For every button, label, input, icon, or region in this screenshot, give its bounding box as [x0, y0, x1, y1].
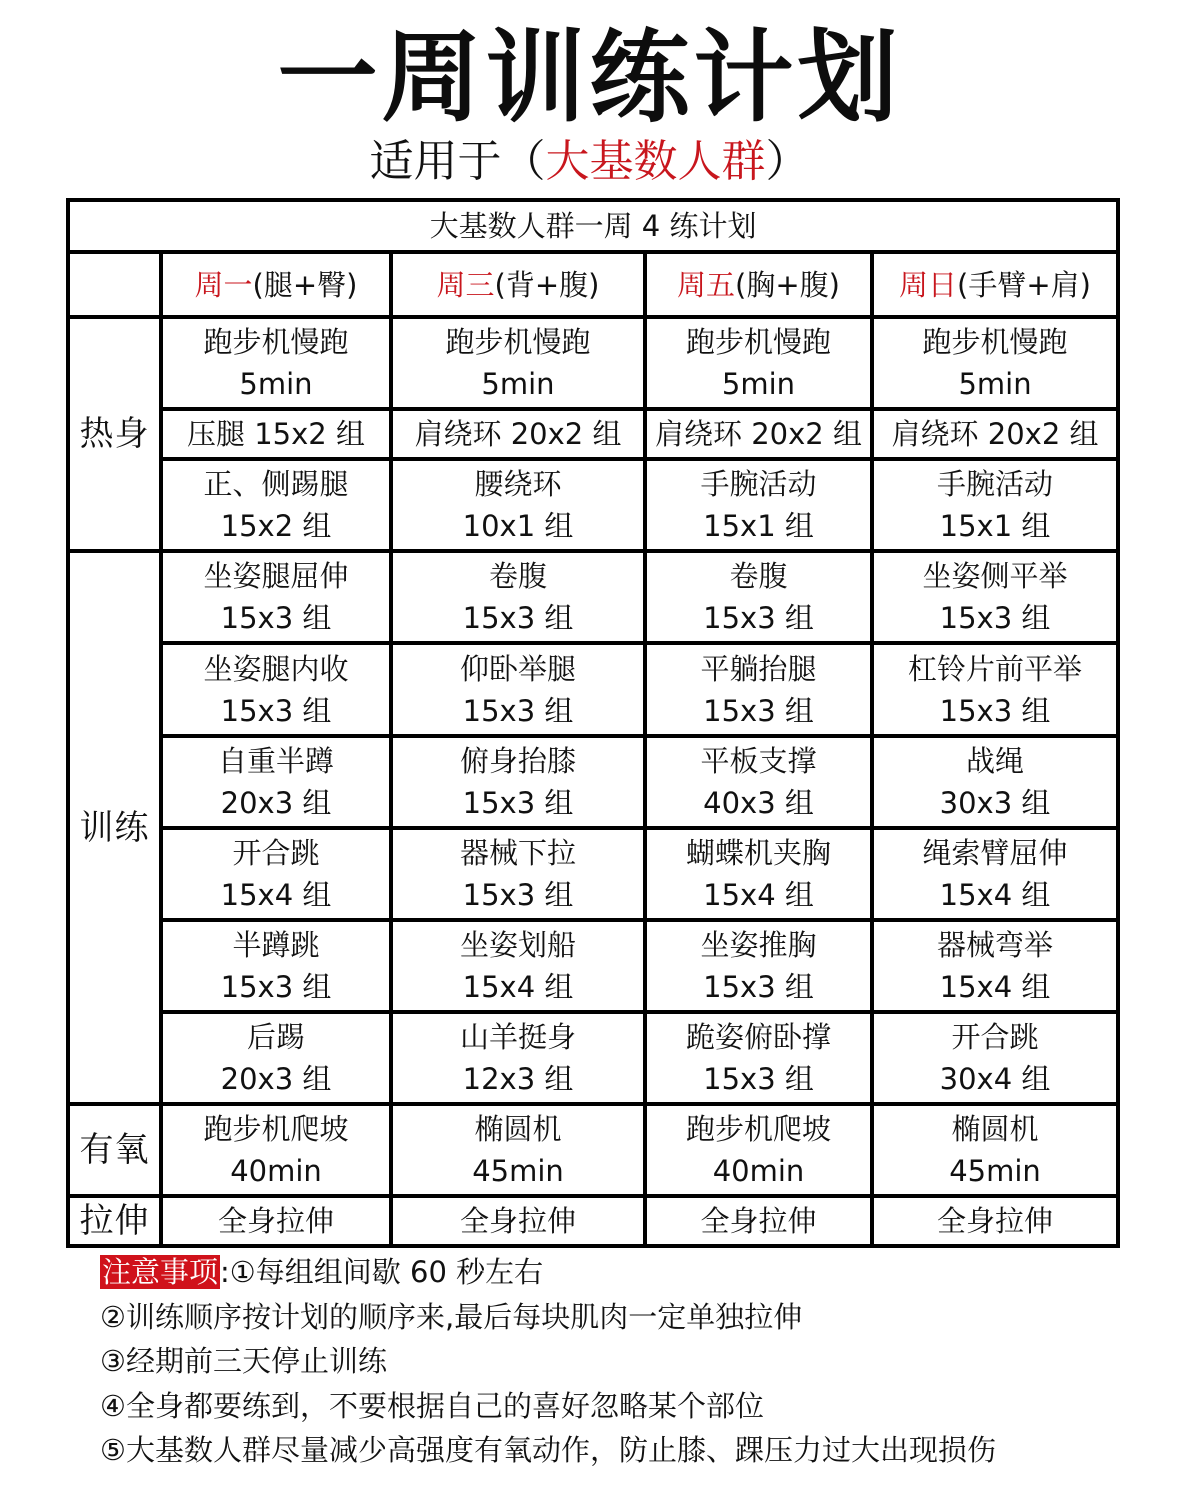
exercise-cell [391, 551, 645, 643]
exercise-cell [645, 409, 872, 459]
subtitle-prefix: 适用于（ [369, 136, 546, 187]
exercise-cell [645, 459, 872, 551]
exercise-name: 山羊挺身 [459, 1019, 576, 1054]
exercise-name: 平板支撑 [700, 743, 817, 778]
note-line [100, 1250, 1160, 1295]
exercise-volume: 15x3 组 [220, 601, 332, 636]
exercise-name: 卷腹 [488, 559, 547, 594]
training-row [68, 736, 1118, 828]
day-header-sun [872, 252, 1118, 317]
exercise-name: 全身拉伸 [459, 1203, 576, 1238]
exercise-name: 半蹲跳 [232, 927, 320, 962]
exercise-volume: 15x3 组 [703, 969, 814, 1004]
exercise-cell [645, 1104, 872, 1196]
exercise-cell [161, 551, 391, 643]
cardio-row [68, 1104, 1118, 1196]
exercise-name: 跑步机爬坡 [203, 1111, 349, 1146]
training-row [68, 920, 1118, 1012]
subtitle-suffix: ） [765, 136, 810, 187]
exercise-cell [161, 920, 391, 1012]
page-title: 一周训练计划 [277, 19, 902, 136]
exercise-name: 跑步机慢跑 [685, 325, 831, 360]
exercise-cell [872, 1104, 1118, 1196]
exercise-volume: 30x4 组 [939, 1061, 1051, 1096]
exercise-cell [645, 1012, 872, 1104]
exercise-name: 仰卧举腿 [459, 651, 576, 686]
subtitle-highlight: 大基数人群 [545, 136, 766, 187]
exercise-volume: 45min [472, 1153, 564, 1188]
exercise-cell [161, 459, 391, 551]
day-name: 周五 [677, 267, 736, 302]
exercise-cell [872, 459, 1118, 551]
exercise-name: 手腕活动 [700, 467, 817, 502]
day-focus: (胸+腹) [735, 267, 840, 302]
exercise-cell [872, 828, 1118, 920]
exercise-volume: 15x3 组 [703, 601, 814, 636]
exercise-name: 平躺抬腿 [700, 651, 817, 686]
training-row [68, 551, 1118, 643]
warmup-row [68, 409, 1118, 459]
exercise-name: 自重半蹲 [217, 743, 334, 778]
stretch-row [68, 1196, 1118, 1246]
exercise-name: 正、侧踢腿 [203, 467, 349, 502]
exercise-name: 腰绕环 [474, 467, 562, 502]
exercise-name: 跑步机慢跑 [445, 325, 591, 360]
exercise-cell [391, 1196, 645, 1246]
exercise-volume: 15x1 组 [703, 509, 814, 544]
exercise-name: 肩绕环 20x2 组 [891, 417, 1099, 452]
exercise-name: 坐姿腿内收 [203, 651, 349, 686]
exercise-volume: 12x3 组 [462, 1061, 574, 1096]
exercise-volume: 40min [712, 1153, 805, 1188]
exercise-cell [391, 643, 645, 735]
exercise-cell [391, 1012, 645, 1104]
day-header-mon [161, 252, 391, 317]
exercise-name: 坐姿腿屈伸 [203, 559, 349, 594]
exercise-volume: 5min [239, 367, 313, 402]
exercise-cell [872, 409, 1118, 459]
exercise-volume: 20x3 组 [220, 785, 332, 820]
exercise-cell [645, 551, 872, 643]
notes-label: 注意事项 [102, 1255, 219, 1289]
exercise-volume: 5min [958, 367, 1032, 402]
exercise-volume: 15x2 组 [220, 509, 332, 544]
table-title: 大基数人群一周 4 练计划 [68, 200, 1118, 252]
exercise-volume: 20x3 组 [220, 1061, 332, 1096]
exercise-volume: 15x3 组 [220, 969, 332, 1004]
training-row [68, 1012, 1118, 1104]
exercise-volume: 15x3 组 [703, 1061, 814, 1096]
exercise-volume: 15x3 组 [220, 693, 332, 728]
exercise-name: 坐姿划船 [459, 927, 576, 962]
exercise-name: 手腕活动 [937, 467, 1054, 502]
training-row [68, 643, 1118, 735]
category-training: 训练 [68, 551, 161, 1103]
day-focus: (背+腹) [494, 267, 600, 302]
exercise-name: 战绳 [966, 743, 1025, 778]
exercise-cell [872, 736, 1118, 828]
notes [100, 1250, 1160, 1473]
exercise-volume: 40min [230, 1153, 322, 1188]
exercise-volume: 15x3 组 [703, 693, 814, 728]
exercise-volume: 15x3 组 [939, 693, 1051, 728]
note-item: ③经期前三天停止训练 [100, 1344, 387, 1378]
exercise-name: 绳索臂屈伸 [922, 835, 1068, 870]
exercise-cell [872, 920, 1118, 1012]
exercise-volume: 40x3 组 [703, 785, 814, 820]
exercise-cell [645, 1196, 872, 1246]
warmup-row [68, 459, 1118, 551]
exercise-name: 俯身抬膝 [459, 743, 576, 778]
category-warmup: 热身 [68, 317, 161, 551]
day-name: 周日 [899, 267, 958, 302]
page-subtitle [0, 132, 1179, 192]
exercise-name: 蝴蝶机夹胸 [685, 835, 831, 870]
note-item: ②训练顺序按计划的顺序来,最后每块肌肉一定单独拉伸 [100, 1299, 803, 1334]
exercise-name: 后踢 [246, 1019, 305, 1054]
exercise-cell [161, 317, 391, 409]
note-item: ⑤大基数人群尽量减少高强度有氧动作，防止膝、踝压力过大出现损伤 [100, 1433, 996, 1467]
exercise-cell [161, 1012, 391, 1104]
exercise-name: 全身拉伸 [937, 1203, 1054, 1238]
exercise-cell [391, 459, 645, 551]
exercise-cell [161, 828, 391, 920]
exercise-cell [645, 643, 872, 735]
exercise-volume: 15x3 组 [462, 693, 574, 728]
exercise-volume: 5min [721, 367, 796, 402]
exercise-name: 跪姿俯卧撑 [685, 1019, 831, 1054]
exercise-volume: 45min [949, 1153, 1041, 1188]
category-stretch: 拉伸 [68, 1196, 161, 1246]
exercise-cell [645, 317, 872, 409]
day-header-row [68, 252, 1118, 317]
exercise-volume: 15x1 组 [939, 509, 1051, 544]
day-focus: (腿+臀) [252, 267, 358, 302]
note-item: ④全身都要练到，不要根据自己的喜好忽略某个部位 [100, 1388, 764, 1423]
exercise-volume: 15x3 组 [462, 601, 574, 636]
exercise-cell [161, 736, 391, 828]
exercise-name: 坐姿侧平举 [922, 559, 1068, 594]
exercise-cell [391, 317, 645, 409]
training-row [68, 828, 1118, 920]
exercise-cell [872, 317, 1118, 409]
exercise-name: 全身拉伸 [700, 1203, 817, 1238]
exercise-cell [391, 1104, 645, 1196]
exercise-name: 开合跳 [232, 835, 320, 870]
exercise-cell [872, 1012, 1118, 1104]
warmup-row [68, 317, 1118, 409]
exercise-name: 器械弯举 [937, 927, 1054, 962]
exercise-cell [391, 736, 645, 828]
exercise-cell [872, 1196, 1118, 1246]
exercise-name: 压腿 15x2 组 [187, 417, 365, 452]
exercise-cell [872, 643, 1118, 735]
corner-cell [68, 252, 161, 317]
exercise-name: 椭圆机 [951, 1111, 1039, 1146]
exercise-name: 坐姿推胸 [700, 927, 817, 962]
training-plan-table [66, 198, 1120, 1248]
exercise-name: 肩绕环 20x2 组 [655, 417, 862, 452]
exercise-volume: 15x3 组 [939, 601, 1051, 636]
note-item: :①每组组间歇 60 秒左右 [220, 1255, 544, 1289]
exercise-cell [391, 409, 645, 459]
exercise-volume: 15x4 组 [939, 877, 1051, 912]
exercise-volume: 15x4 组 [703, 877, 814, 912]
exercise-name: 全身拉伸 [217, 1203, 334, 1238]
exercise-name: 跑步机慢跑 [922, 325, 1068, 360]
exercise-volume: 5min [481, 367, 555, 402]
exercise-cell [161, 643, 391, 735]
exercise-cell [645, 736, 872, 828]
day-header-wed [391, 252, 645, 317]
exercise-volume: 15x4 组 [462, 969, 574, 1004]
exercise-name: 卷腹 [729, 559, 788, 594]
exercise-cell [645, 828, 872, 920]
exercise-volume: 30x3 组 [939, 785, 1051, 820]
exercise-volume: 15x3 组 [462, 877, 574, 912]
exercise-cell [161, 1104, 391, 1196]
day-header-fri [645, 252, 872, 317]
exercise-name: 肩绕环 20x2 组 [414, 417, 622, 452]
day-name: 周三 [436, 267, 495, 302]
exercise-name: 跑步机慢跑 [203, 325, 349, 360]
exercise-cell [872, 551, 1118, 643]
exercise-name: 器械下拉 [459, 835, 576, 870]
exercise-cell [161, 1196, 391, 1246]
exercise-cell [161, 409, 391, 459]
category-cardio: 有氧 [68, 1104, 161, 1196]
exercise-cell [391, 920, 645, 1012]
exercise-volume: 15x3 组 [462, 785, 574, 820]
exercise-name: 跑步机爬坡 [685, 1111, 831, 1146]
exercise-name: 开合跳 [951, 1019, 1039, 1054]
day-focus: (手臂+肩) [957, 267, 1091, 302]
exercise-name: 杠铃片前平举 [908, 651, 1083, 686]
exercise-cell [645, 920, 872, 1012]
day-name: 周一 [194, 267, 253, 302]
exercise-volume: 15x4 组 [220, 877, 332, 912]
exercise-cell [391, 828, 645, 920]
exercise-volume: 10x1 组 [462, 509, 574, 544]
exercise-volume: 15x4 组 [939, 969, 1051, 1004]
exercise-name: 椭圆机 [474, 1111, 562, 1146]
